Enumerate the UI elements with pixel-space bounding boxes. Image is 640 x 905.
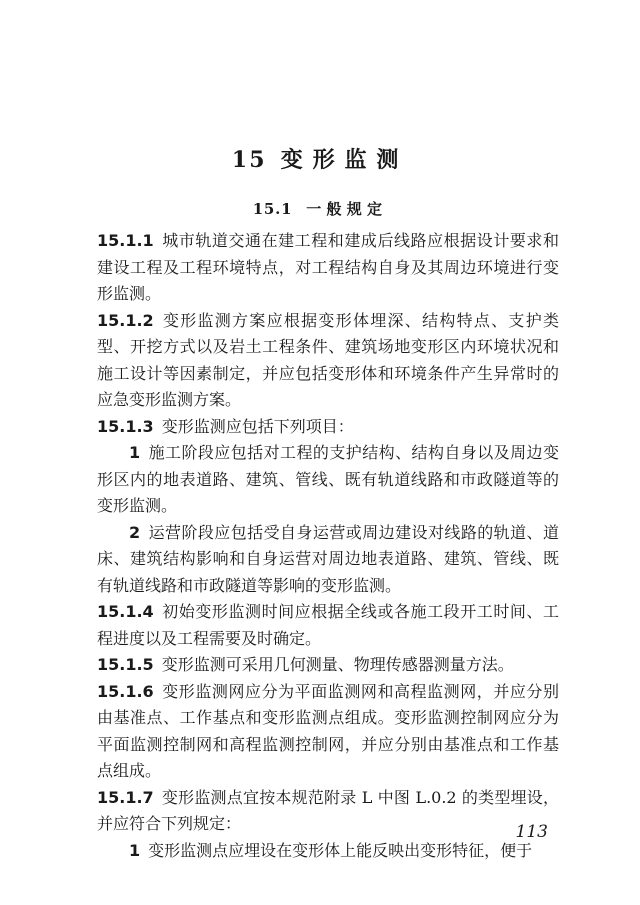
item-text: 运营阶段应包括受自身运营或周边建设对线路的轨道、道床、建筑结构影响和自身运营对周边地表道路、建筑、管线、既有轨道线路和市政隧道等影响的变形监测。 (97, 522, 559, 595)
paragraph (97, 785, 559, 838)
clause-number: 15.1.6 (97, 681, 154, 701)
paragraph (97, 228, 559, 308)
paragraph-text: 变形监测可采用几何测量、物理传感器测量方法。 (161, 655, 514, 674)
list-item (97, 520, 559, 600)
section-number: 15.1 (252, 200, 293, 218)
section-title (0, 198, 640, 219)
clause-number: 15.1.4 (97, 602, 154, 621)
paragraph-text: 变形监测点宜按本规范附录 L 中图 L.0.2 的类型埋设，并应符合下列规定： (97, 787, 559, 833)
clause-number: 15.1.7 (97, 787, 154, 807)
item-number: 1 (129, 443, 141, 462)
clause-number: 15.1.2 (97, 310, 154, 330)
paragraph (97, 652, 559, 679)
chapter-title (0, 143, 640, 174)
chapter-title-text: 变形监测 (280, 148, 409, 173)
item-number: 1 (129, 840, 141, 860)
paragraph-text: 变形监测应包括下列项目： (161, 416, 354, 436)
paragraph-text: 初始变形监测时间应根据全线或各施工段开工时间、工程进度以及工程需要及时确定。 (97, 602, 559, 648)
list-item (97, 440, 559, 520)
list-item (97, 838, 559, 865)
clause-number: 15.1.5 (97, 655, 154, 674)
item-text: 变形监测点应埋设在变形体上能反映出变形特征，便于 (148, 840, 533, 860)
paragraph (97, 308, 559, 414)
paragraph-text: 变形监测网应分为平面监测网和高程监测网，并应分别由基准点、工作基点和变形监测点组成。变形监测控制网应分为平面监测控制网和高程监测控制网，并应分别由基准点和工作基点组成。 (97, 681, 559, 780)
chapter-number: 15 (231, 147, 267, 173)
clause-number: 15.1.3 (97, 416, 154, 436)
paragraph (97, 679, 559, 785)
paragraph (97, 599, 559, 652)
page-number: 113 (515, 822, 548, 842)
clause-number: 15.1.1 (97, 231, 154, 250)
item-number: 2 (129, 522, 141, 542)
section-title-text: 一般规定 (306, 200, 388, 218)
paragraph (97, 414, 559, 441)
paragraph-text: 变形监测方案应根据变形体埋深、结构特点、支护类型、开挖方式以及岩土工程条件、建筑场地变形区内环境状况和施工设计等因素制定，并应包括变形体和环境条件产生异常时的应急变形监测方案。 (97, 310, 559, 409)
item-text: 施工阶段应包括对工程的支护结构、结构自身以及周边变形区内的地表道路、建筑、管线、既有轨道线路和市政隧道等的变形监测。 (97, 443, 559, 515)
body-text (97, 228, 559, 864)
paragraph-text: 城市轨道交通在建工程和建成后线路应根据设计要求和建设工程及工程环境特点，对工程结构自身及其周边环境进行变形监测。 (97, 231, 559, 303)
